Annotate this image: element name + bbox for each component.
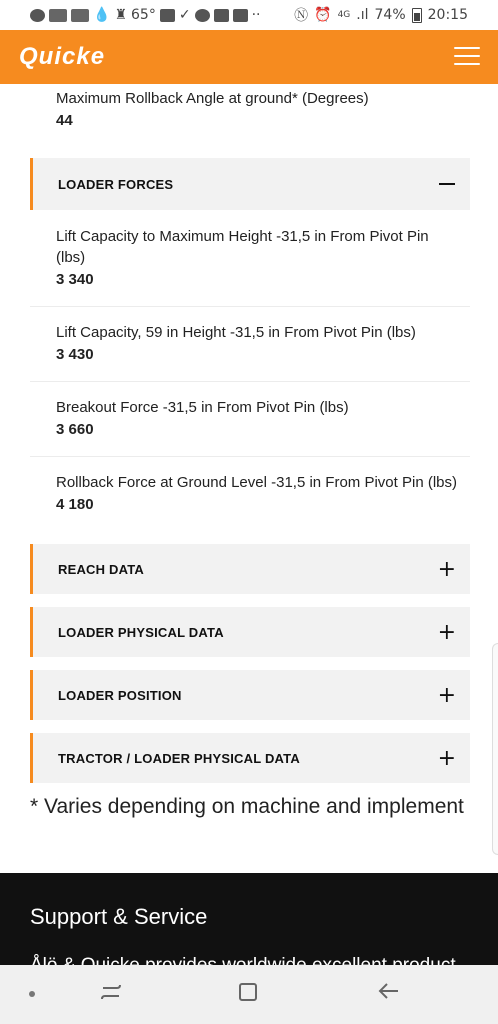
section-loader-position[interactable] (30, 670, 470, 720)
spec-label: Maximum Rollback Angle at ground* (Degrees) (56, 90, 369, 107)
spec-label: Lift Capacity, 59 in Height -31,5 in From Pivot Pin (lbs) (56, 324, 416, 341)
check-icon: ✓ (178, 7, 191, 23)
car-icon (214, 9, 229, 22)
facebook-icon (233, 9, 248, 22)
divider (30, 456, 470, 457)
spec-value: 4 180 (56, 496, 94, 513)
section-loader-physical-data[interactable] (30, 607, 470, 657)
section-title: LOADER FORCES (58, 176, 174, 192)
section-title: LOADER POSITION (58, 687, 182, 703)
nav-dot-icon[interactable] (29, 991, 35, 997)
recent-apps-icon[interactable] (100, 982, 122, 1002)
clock: 20:15 (427, 7, 468, 23)
nfc-icon: Ⓝ (294, 8, 309, 24)
hamburger-menu-icon[interactable] (454, 47, 480, 67)
back-arrow-icon[interactable] (376, 981, 400, 1001)
plus-icon[interactable]: + (437, 745, 456, 771)
gallery-icon (160, 9, 175, 22)
water-drops-icon: 💧 (93, 7, 111, 23)
divider (30, 306, 470, 307)
network-4g-icon: 4G (337, 10, 351, 20)
spec-value: 3 340 (56, 271, 94, 288)
quicke-logo[interactable]: Quicke (19, 43, 106, 70)
footer-title: Support & Service (30, 904, 208, 929)
spec-rollback-force (56, 472, 476, 515)
footnote: * Varies depending on machine and implement (30, 795, 464, 818)
battery-text: 74% (374, 7, 406, 23)
plus-icon[interactable]: + (437, 619, 456, 645)
section-loader-forces[interactable] (30, 158, 470, 210)
plus-icon[interactable]: + (437, 556, 456, 582)
spec-rollback-angle (56, 88, 456, 131)
section-title: REACH DATA (58, 561, 145, 577)
spec-label: Lift Capacity to Maximum Height -31,5 in From Pivot Pin (lbs) (56, 228, 429, 266)
signal-icon: .ıl (356, 7, 369, 23)
system-icons (294, 0, 468, 30)
spec-lift-capacity-max-height (56, 226, 456, 290)
home-icon[interactable] (239, 983, 257, 1001)
status-bar (0, 0, 498, 30)
more-dots-icon: ·· (251, 7, 261, 23)
podcast-icon (30, 9, 45, 22)
spec-label: Rollback Force at Ground Level -31,5 in From Pivot Pin (lbs) (56, 474, 457, 491)
plus-icon[interactable]: + (437, 682, 456, 708)
spec-value: 3 430 (56, 346, 94, 363)
section-tractor-loader-physical-data[interactable] (30, 733, 470, 783)
site-header (0, 30, 498, 84)
spec-label: Breakout Force -31,5 in From Pivot Pin (lbs) (56, 399, 349, 416)
temperature-text: 65° (131, 7, 156, 23)
ebay-icon (49, 9, 67, 22)
alarm-icon: ⏰ (314, 7, 332, 23)
spec-breakout-force (56, 397, 456, 440)
notification-icons (0, 7, 260, 23)
battery-icon (412, 8, 422, 23)
spec-value: 44 (56, 112, 73, 129)
ebay-icon-2 (71, 9, 89, 22)
scrollbar[interactable] (492, 643, 498, 855)
site-footer (0, 873, 498, 965)
minus-icon[interactable] (439, 183, 455, 185)
navigation-bar (0, 965, 498, 1024)
section-title: LOADER PHYSICAL DATA (58, 624, 224, 640)
spec-lift-capacity-59in (56, 322, 456, 365)
section-reach-data[interactable] (30, 544, 470, 594)
shield-icon (195, 9, 210, 22)
spec-value: 3 660 (56, 421, 94, 438)
section-title: TRACTOR / LOADER PHYSICAL DATA (58, 750, 300, 766)
divider (30, 381, 470, 382)
figure-icon: ♜ (114, 7, 127, 23)
